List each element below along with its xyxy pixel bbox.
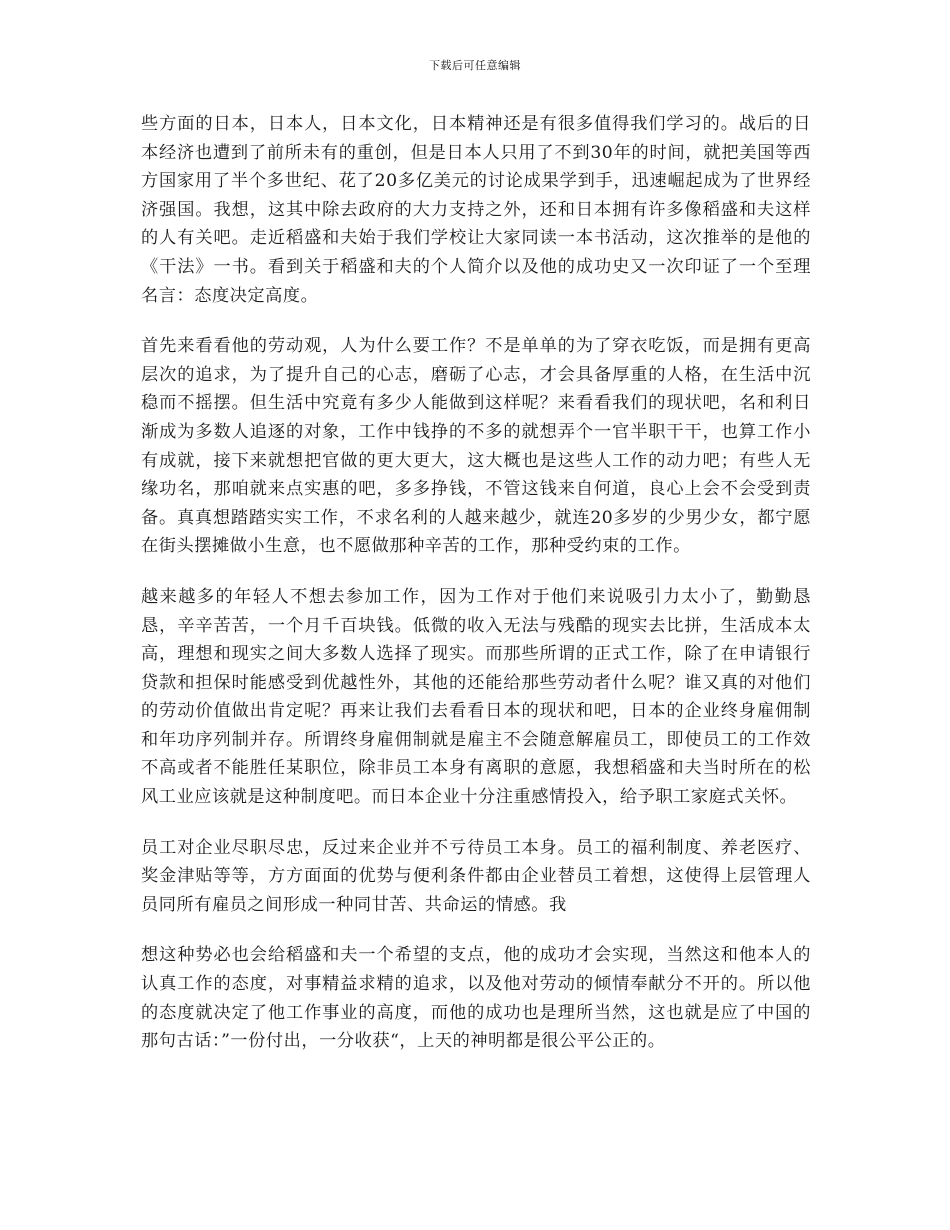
paragraph-1: 些方面的日本，日本人，日本文化，日本精神还是有很多值得我们学习的。战后的日本经济也遭到了前所未有的重创，但是日本人只用了不到30年的时间，就把美国等西方国家用了半个多世纪、花了20多亿美元的讨论成果学到手，迅速崛起成为了世界经济强国。我想，这其中除去政府的大力支持之外，还和日本拥有许多像稻盛和夫这样的人有关吧。走近稻盛和夫始于我们学校让大家同读一本书活动，这次推举的是他的《干法》一书。看到关于稻盛和夫的个人简介以及他的成功史又一次印证了一个至理名言：态度决定高度。 [141,114,811,306]
paragraph-5: 想这种势必也会给稻盛和夫一个希望的支点，他的成功才会实现，当然这和他本人的认真工作的态度，对事精益求精的追求，以及他对劳动的倾情奉献分不开的。所以他的态度就决定了他工作事业的高度，而他的成功也是理所当然，这也就是应了中国的那句古话：”一份付出，一分收获“，上天的神明都是很公平公正的。 [141,945,811,1052]
paragraph-3: 越来越多的年轻人不想去参加工作，因为工作对于他们来说吸引力太小了，勤勤恳恳，辛辛苦苦，一个月千百块钱。低微的收入无法与残酷的现实去比拼，生活成本太高，理想和现实之间大多数人选择了现实。而那些所谓的正式工作，除了在申请银行贷款和担保时能感受到优越性外，其他的还能给那些劳动者什么呢？谁又真的对他们的劳动价值做出肯定呢？再来让我们去看看日本的现状和吧，日本的企业终身雇佣制和年功序列制并存。所谓终身雇佣制就是雇主不会随意解雇员工，即使员工的工作效不高或者不能胜任某职位，除非员工本身有离职的意愿，我想稻盛和夫当时所在的松风工业应该就是这种制度吧。而日本企业十分注重感情投入，给予职工家庭式关怀。 [141,586,811,808]
paragraph-2: 首先来看看他的劳动观，人为什么要工作？不是单单的为了穿衣吃饭，而是拥有更高层次的追求，为了提升自己的心志，磨砺了心志，才会具备厚重的人格，在生活中沉稳而不摇摆。但生活中究竟有多少人能做到这样呢？来看看我们的现状吧，名和利日渐成为多数人追逐的对象，工作中钱挣的不多的就想弄个一官半职干干，也算工作小有成就，接下来就想把官做的更大更大，这大概也是这些人工作的动力吧；有些人无缘功名，那咱就来点实惠的吧，多多挣钱，不管这钱来自何道，良心上会不会受到责备。真真想踏踏实实工作，不求名利的人越来越少，就连20多岁的少男少女，都宁愿在街头摆摊做小生意，也不愿做那种辛苦的工作，那种受约束的工作。 [141,336,811,557]
paragraph-4: 员工对企业尽职尽忠，反过来企业并不亏待员工本身。员工的福利制度、养老医疗、奖金津贴等等，方方面面的优势与便利条件都由企业替员工着想，这使得上层管理人员同所有雇员之间形成一种同甘苦、共命运的情感。我 [141,837,811,915]
page-header: 下载后可任意编辑 [429,59,521,72]
document-body [141,110,811,1078]
